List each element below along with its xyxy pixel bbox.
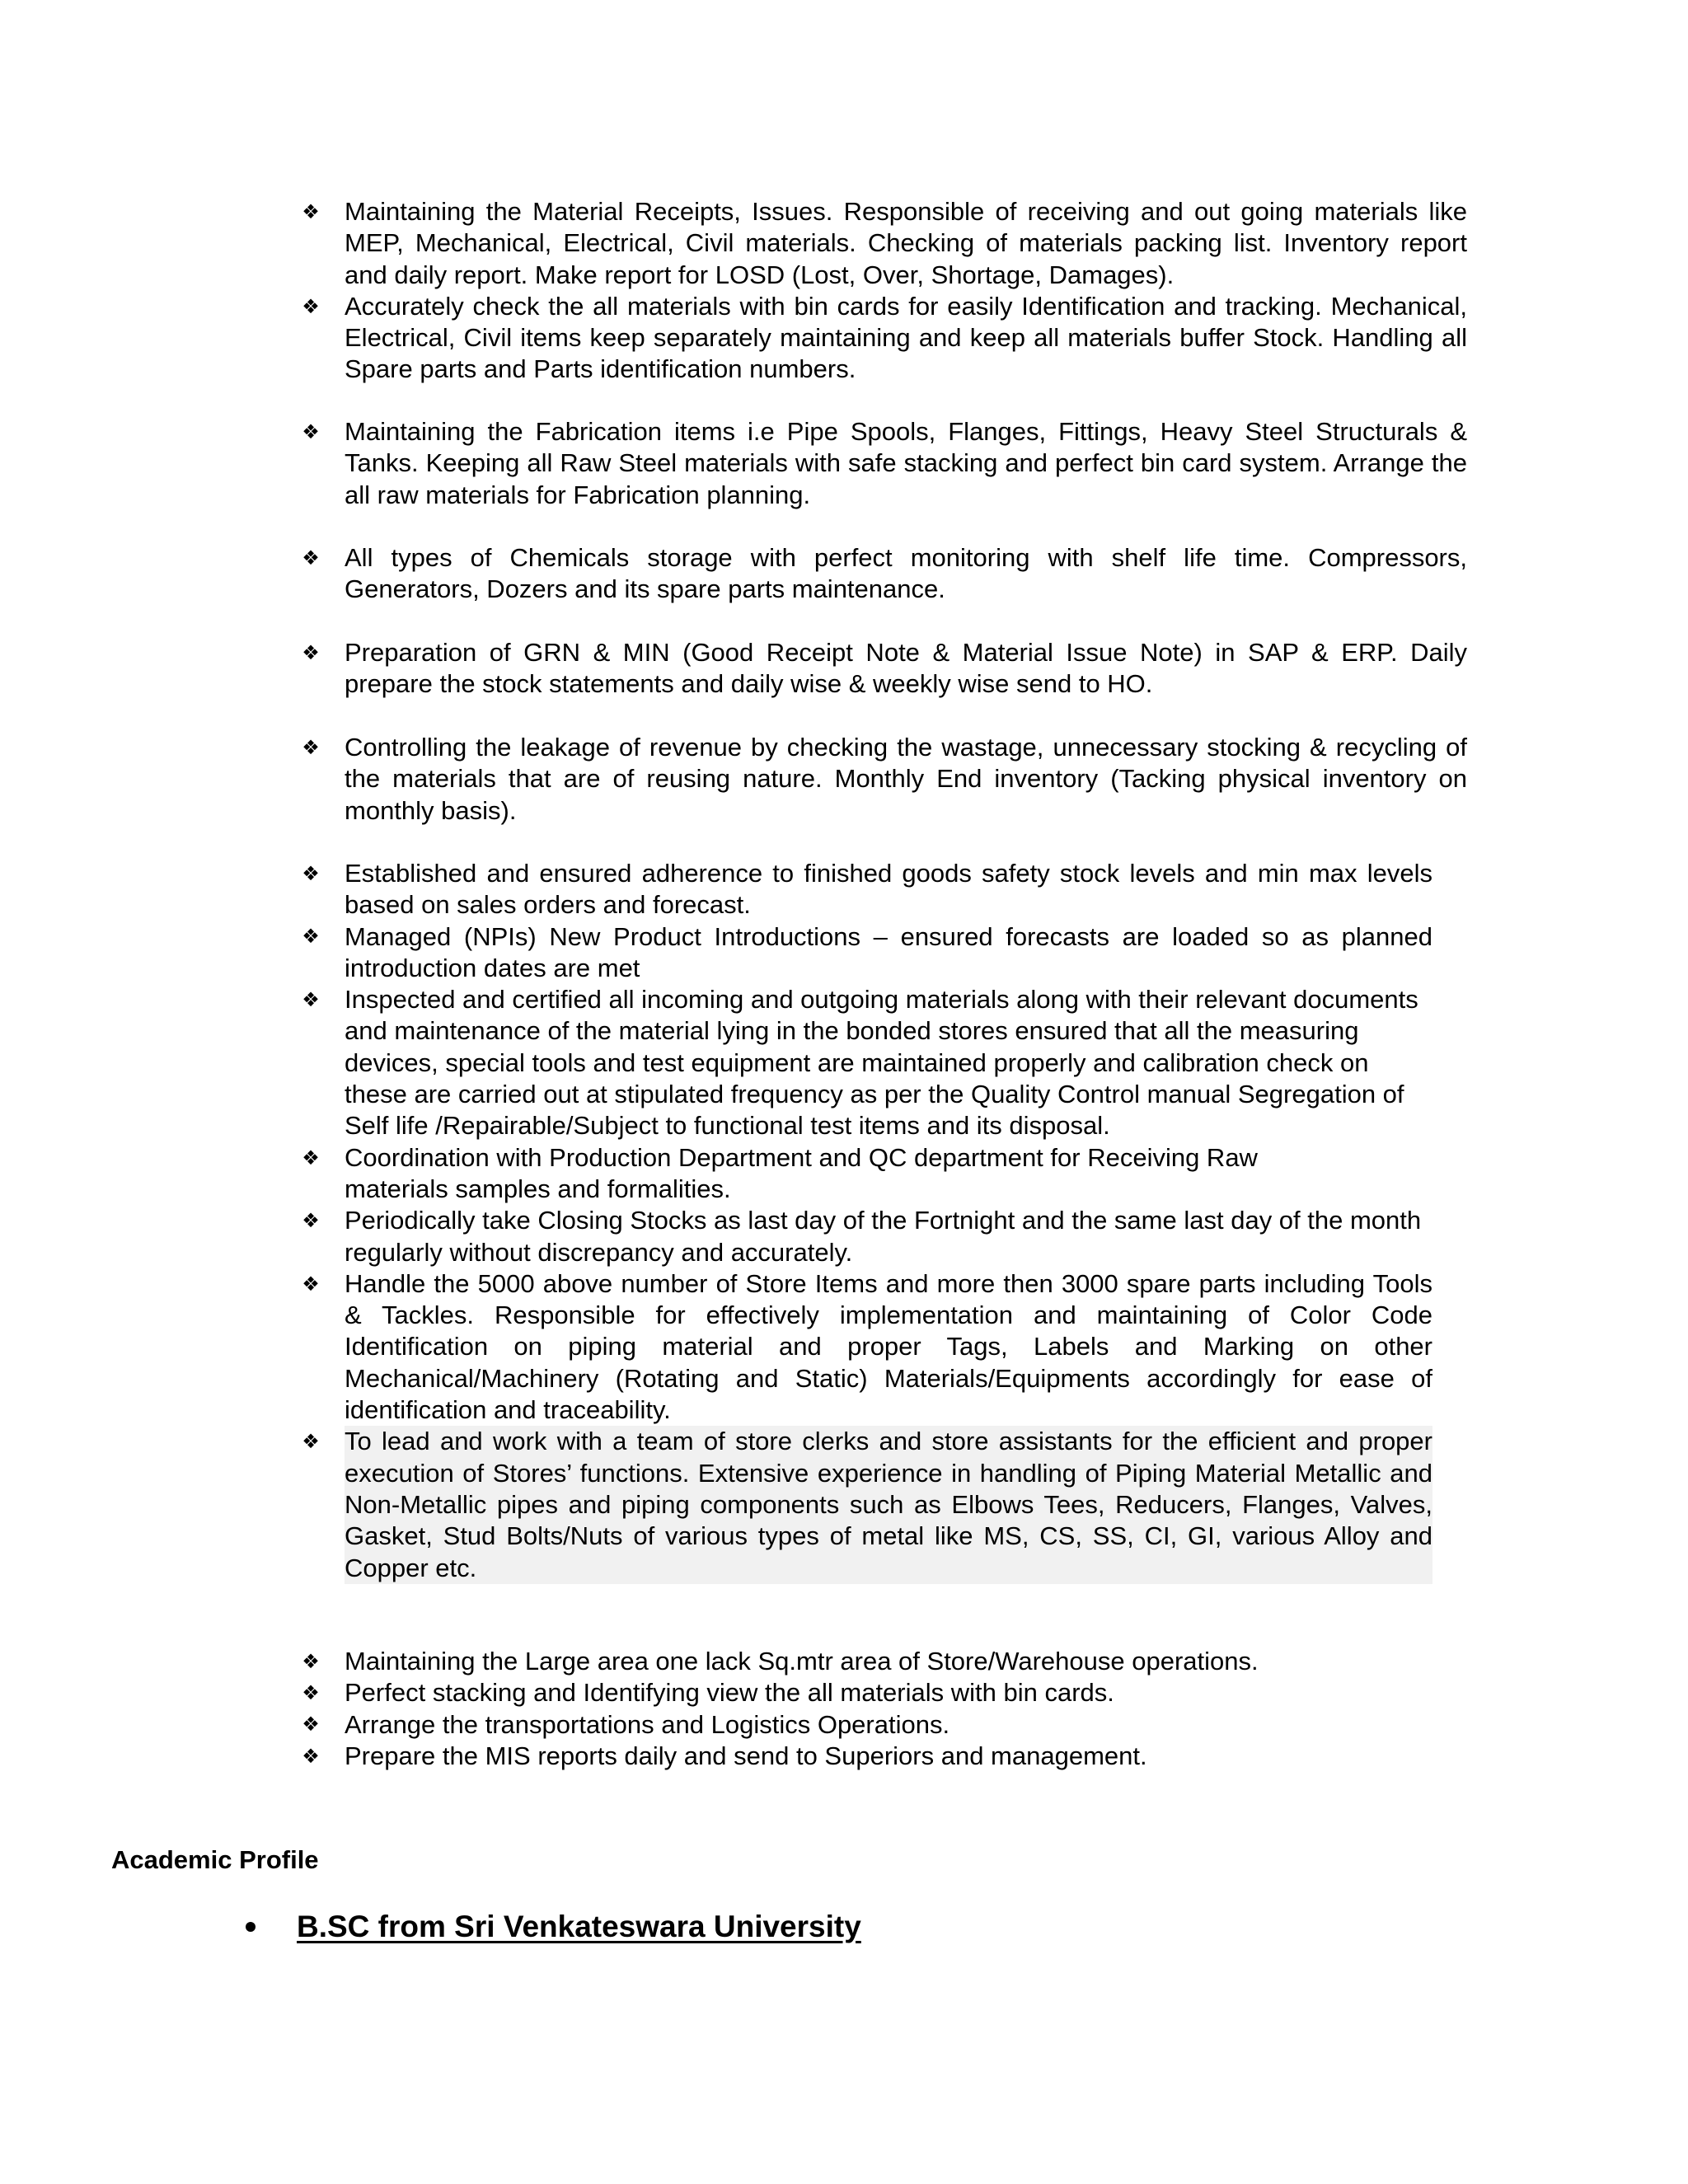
list-item <box>297 858 1467 921</box>
list-item <box>297 196 1467 291</box>
responsibilities-list <box>297 732 1467 827</box>
diamond-bullet-icon: ❖ <box>302 419 320 443</box>
diamond-bullet-icon: ❖ <box>302 640 320 664</box>
diamond-bullet-icon: ❖ <box>302 546 320 569</box>
diamond-bullet-icon: ❖ <box>302 1430 320 1454</box>
list-item <box>297 1268 1467 1426</box>
section-heading-academic-profile: Academic Profile <box>111 1845 319 1874</box>
degree-label: B.SC from Sri Venkateswara University <box>297 1910 861 1943</box>
diamond-bullet-icon: ❖ <box>302 199 320 223</box>
diamond-bullet-icon: ❖ <box>302 1209 320 1233</box>
diamond-bullet-icon: ❖ <box>302 735 320 759</box>
list-item <box>297 1677 1467 1708</box>
list-item <box>297 1741 1467 1772</box>
list-item-text: Coordination with Production Department and QC department for Receiving Raw materials samples and formalities. <box>345 1142 1258 1203</box>
bullet-dot-icon <box>246 1922 256 1932</box>
responsibilities-list <box>297 1646 1467 1772</box>
list-item-text: Maintaining the Fabrication items i.e Pipe Spools, Flanges, Fittings, Heavy Steel Structurals & Tanks. Keeping all Raw Steel materials with safe stacking and perfect bin card system. Arrange the all raw materials for Fabrication planning. <box>345 417 1467 509</box>
list-item <box>297 1709 1467 1741</box>
list-item <box>297 637 1467 701</box>
list-item-text: Prepare the MIS reports daily and send to Superiors and management. <box>345 1741 1147 1770</box>
diamond-bullet-icon: ❖ <box>302 988 320 1012</box>
list-item-text: Preparation of GRN & MIN (Good Receipt Note & Material Issue Note) in SAP & ERP. Daily prepare the stock statements and daily wise & weekly wise send to HO. <box>345 638 1467 699</box>
list-item-text: Accurately check the all materials with bin cards for easily Identification and tracking. Mechanical, Electrical, Civil items keep separately maintaining and keep all materials buffer Stock. Handling all Spare parts and Parts identification numbers. <box>345 291 1467 384</box>
list-item-text: Controlling the leakage of revenue by checking the wastage, unnecessary stocking & recycling of the materials that are of reusing nature. Monthly End inventory (Tacking physical inventory on monthly basis). <box>345 733 1467 825</box>
list-item <box>297 1426 1467 1583</box>
list-item-text: Maintaining the Large area one lack Sq.mtr area of Store/Warehouse operations. <box>345 1647 1259 1675</box>
list-item-text: All types of Chemicals storage with perfect monitoring with shelf life time. Compressors, Generators, Dozers and its spare parts maintenance. <box>345 543 1467 604</box>
list-item-text: Handle the 5000 above number of Store Items and more then 3000 spare parts including Tools & Tackles. Responsible for effectively implementation and maintaining of Color Code Identification on piping material and proper Tags, Labels and Marking on other Mechanical/Machinery (Rotating and Static) Materials/Equipments accordingly for ease of identification and traceability. <box>345 1268 1432 1425</box>
list-item-text: Inspected and certified all incoming and outgoing materials along with their relevant documents and maintenance of the material lying in the bonded stores ensured that all the measuring devices, special tools and test equipment are maintained properly and calibration check on these are carried out at stipulated frequency as per the Quality Control manual Segregation of Self life /Repairable/Subject to functional test items and its disposal. <box>345 985 1418 1141</box>
diamond-bullet-icon: ❖ <box>302 1713 320 1736</box>
responsibilities-list <box>297 858 1467 1584</box>
diamond-bullet-icon: ❖ <box>302 294 320 318</box>
responsibilities-list <box>297 637 1467 701</box>
diamond-bullet-icon: ❖ <box>302 925 320 949</box>
list-item-text: To lead and work with a team of store clerks and store assistants for the efficient and proper execution of Stores’ functions. Extensive experience in handling of Piping Material Metallic and Non-Metallic pipes and piping components such as Elbows Tees, Reducers, Flanges, Valves, Gasket, Stud Bolts/Nuts of various types of metal like MS, CS, SS, CI, GI, various Alloy and Copper etc. <box>345 1426 1432 1583</box>
list-item <box>297 1205 1467 1268</box>
list-item <box>297 732 1467 827</box>
list-item-text: Established and ensured adherence to finished goods safety stock levels and min max levels based on sales orders and forecast. <box>345 859 1432 920</box>
list-item-text: Managed (NPIs) New Product Introductions – ensured forecasts are loaded so as planned introduction dates are met <box>345 921 1432 982</box>
diamond-bullet-icon: ❖ <box>302 1681 320 1705</box>
degree-entry <box>246 1909 861 1945</box>
list-item-text: Perfect stacking and Identifying view the all materials with bin cards. <box>345 1678 1114 1708</box>
list-item <box>297 921 1467 985</box>
diamond-bullet-icon: ❖ <box>302 1146 320 1169</box>
list-item-text: Periodically take Closing Stocks as last day of the Fortnight and the same last day of the month regularly without discrepancy and accurately. <box>345 1206 1422 1267</box>
list-item <box>297 291 1467 386</box>
responsibilities-list <box>297 416 1467 511</box>
list-item <box>297 984 1467 1141</box>
list-item <box>297 1142 1467 1206</box>
diamond-bullet-icon: ❖ <box>302 861 320 885</box>
list-item <box>297 1646 1467 1677</box>
list-item-text: Arrange the transportations and Logistics Operations. <box>345 1709 950 1739</box>
diamond-bullet-icon: ❖ <box>302 1272 320 1296</box>
diamond-bullet-icon: ❖ <box>302 1649 320 1673</box>
diamond-bullet-icon: ❖ <box>302 1744 320 1768</box>
responsibilities-list <box>297 542 1467 606</box>
list-item-text: Maintaining the Material Receipts, Issues. Responsible of receiving and out going materials like MEP, Mechanical, Electrical, Civil materials. Checking of materials packing list. Inventory report and daily report. Make report for LOSD (Lost, Over, Shortage, Damages). <box>345 197 1467 289</box>
list-item <box>297 416 1467 511</box>
list-item <box>297 542 1467 606</box>
responsibilities-list <box>297 196 1467 386</box>
